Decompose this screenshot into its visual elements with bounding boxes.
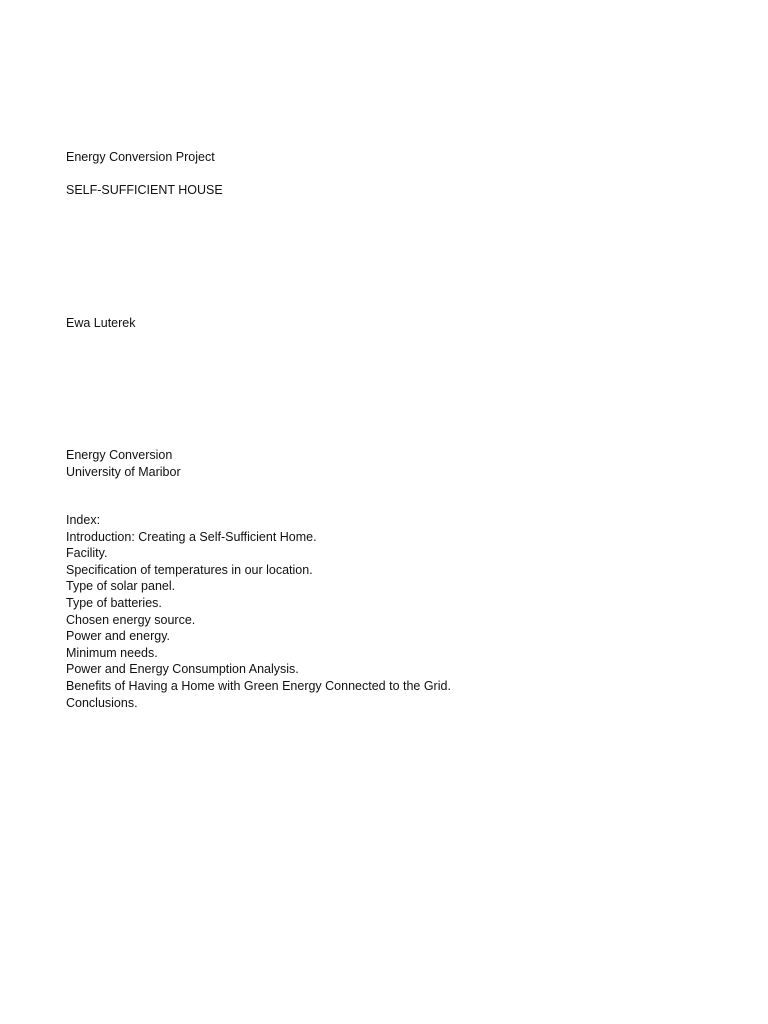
- university-name: University of Maribor: [66, 464, 181, 479]
- index-item: Type of solar panel.: [66, 579, 176, 594]
- project-name: Energy Conversion Project: [66, 150, 215, 164]
- index-item: Conclusions.: [66, 695, 138, 710]
- index-item: Facility.: [66, 546, 108, 561]
- index-item: Power and energy.: [66, 629, 170, 644]
- index-item: Introduction: Creating a Self-Sufficient Home.: [66, 529, 317, 544]
- index-item: Benefits of Having a Home with Green Energy Connected to the Grid.: [66, 678, 451, 693]
- document-title: SELF-SUFFICIENT HOUSE: [66, 183, 223, 197]
- index-item: Minimum needs.: [66, 645, 158, 660]
- index-heading: Index:: [66, 513, 101, 527]
- index-item: Chosen energy source.: [66, 612, 196, 627]
- author-name: Ewa Luterek: [66, 316, 136, 330]
- index-section: [66, 512, 451, 711]
- index-item: Type of batteries.: [66, 595, 162, 610]
- course-name: Energy Conversion: [66, 448, 173, 462]
- index-item: Power and Energy Consumption Analysis.: [66, 662, 299, 677]
- affiliation-block: [66, 447, 181, 480]
- index-item: Specification of temperatures in our location.: [66, 562, 313, 577]
